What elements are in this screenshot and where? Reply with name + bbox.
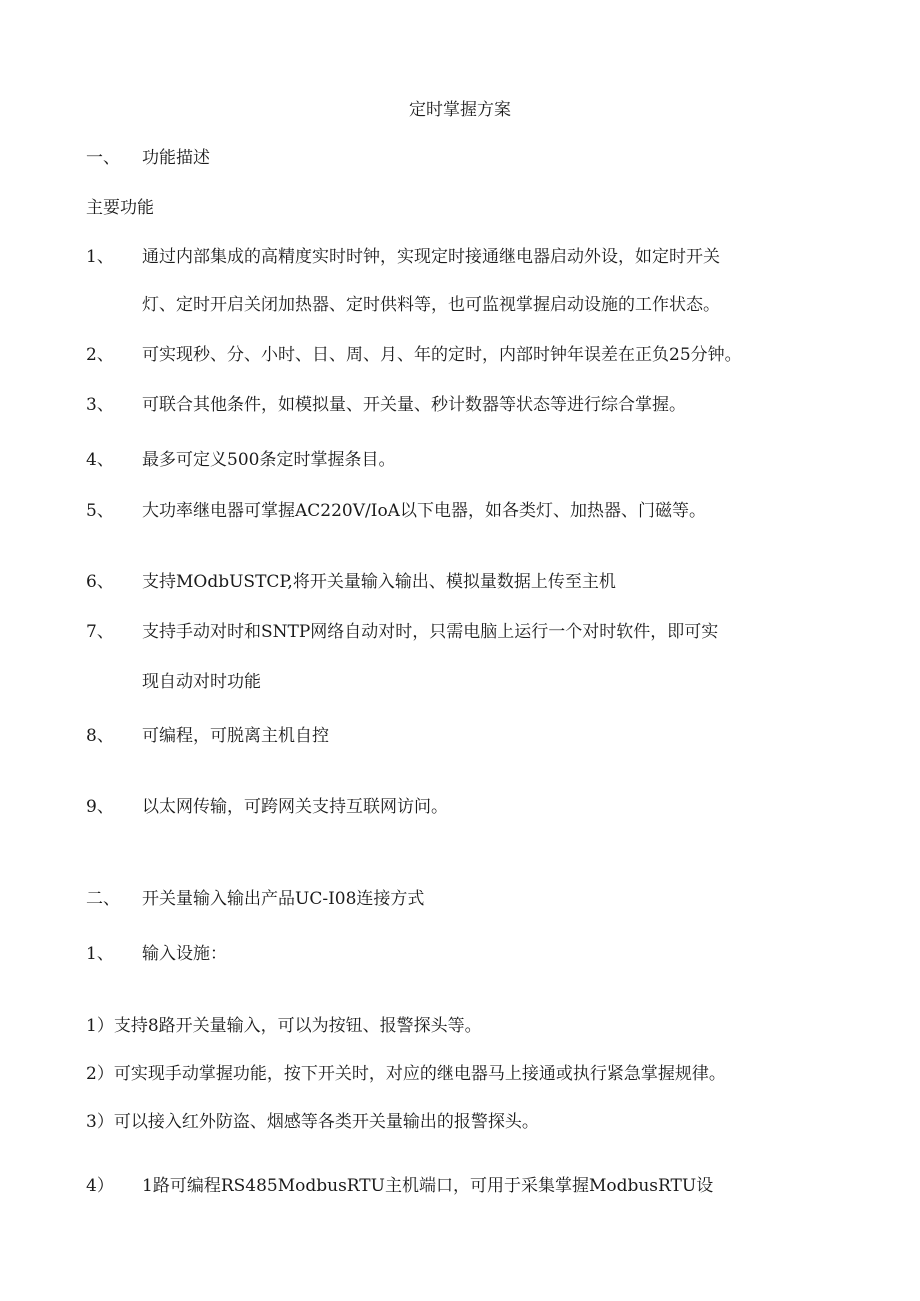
sub-item-text: 输入设施： [142, 944, 227, 964]
item-text: 可实现秒、分、小时、日、周、月、年的定时，内部时钟年误差在正负25分钟。 [142, 345, 742, 365]
point-text: 2）可实现手动掌握功能，按下开关时，对应的继电器马上接通或执行紧急掌握规律。 [86, 1064, 726, 1084]
item-number: 7、 [86, 622, 114, 642]
item-number: 2、 [86, 345, 114, 365]
section2-heading: 开关量输入输出产品UC-I08连接方式 [142, 889, 425, 909]
point-text: 1）支持8路开关量输入，可以为按钮、报警探头等。 [86, 1016, 482, 1036]
section1-number: 一、 [86, 148, 120, 168]
section1-heading: 功能描述 [142, 148, 210, 168]
point-number: 4） [86, 1176, 114, 1196]
item-text: 可联合其他条件，如模拟量、开关量、秒计数器等状态等进行综合掌握。 [142, 395, 686, 415]
point-text: 1路可编程RS485ModbusRTU主机端口，可用于采集掌握ModbusRTU设 [142, 1176, 714, 1196]
item-text: 可编程，可脱离主机自控 [142, 726, 329, 746]
item-number: 3、 [86, 395, 114, 415]
item-text: 支持手动对时和SNTP网络自动对时，只需电脑上运行一个对时软件，即可实 [142, 622, 719, 642]
section2-number: 二、 [86, 889, 120, 909]
point-text: 3）可以接入红外防盗、烟感等各类开关量输出的报警探头。 [86, 1112, 539, 1132]
item-text: 支持MOdbUSTCP,将开关量输入输出、模拟量数据上传至主机 [142, 572, 616, 592]
item-number: 6、 [86, 572, 114, 592]
item-text-continued: 灯、定时开启关闭加热器、定时供料等，也可监视掌握启动设施的工作状态。 [142, 295, 720, 315]
item-text: 通过内部集成的高精度实时时钟，实现定时接通继电器启动外设，如定时开关 [142, 247, 720, 267]
section1-subheading: 主要功能 [86, 198, 154, 218]
item-text: 最多可定义500条定时掌握条目。 [142, 450, 396, 470]
item-text: 以太网传输，可跨网关支持互联网访问。 [142, 797, 448, 817]
item-number: 9、 [86, 797, 114, 817]
item-number: 4、 [86, 450, 114, 470]
item-number: 1、 [86, 247, 114, 267]
item-number: 8、 [86, 726, 114, 746]
item-number: 5、 [86, 501, 114, 521]
sub-item-number: 1、 [86, 944, 114, 964]
page-title: 定时掌握方案 [409, 100, 511, 120]
item-text-continued: 现自动对时功能 [142, 672, 261, 692]
item-text: 大功率继电器可掌握AC220V∕IoA以下电器，如各类灯、加热器、门磁等。 [142, 501, 706, 521]
